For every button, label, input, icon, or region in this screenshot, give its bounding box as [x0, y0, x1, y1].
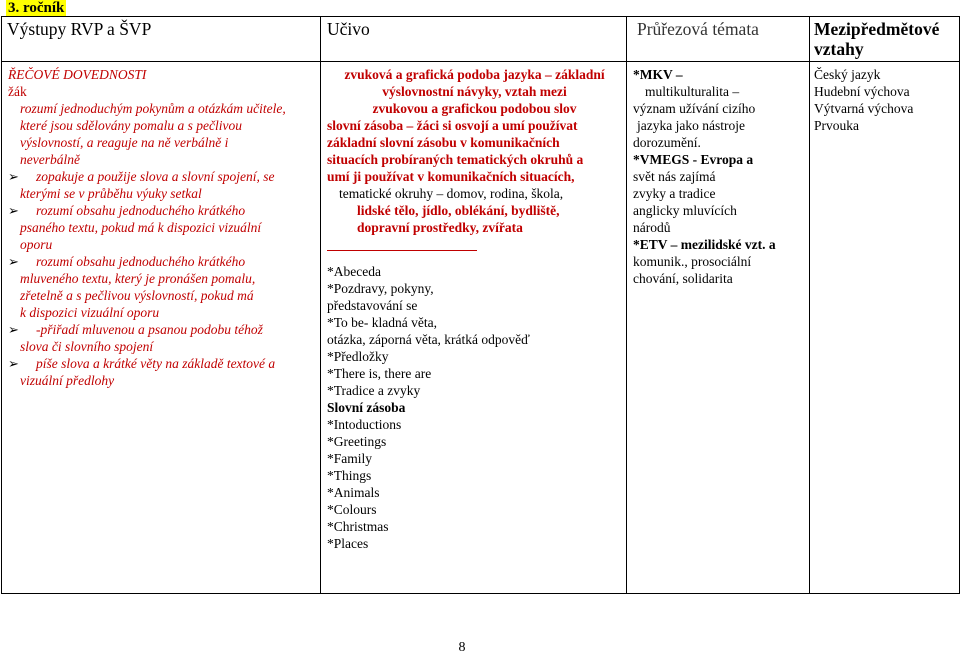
bullet-line: oporu: [20, 237, 53, 252]
header-vztahy: Mezipředmětové vztahy: [810, 17, 960, 62]
intro-line: které jsou sdělovány pomalu a s pečlivou: [20, 118, 242, 133]
page-number: 8: [458, 640, 466, 655]
bullet-line: zřetelně a s pečlivou výslovností, pokud má: [20, 288, 254, 303]
ucivo-list-item: *Tradice a zvyky: [327, 383, 421, 398]
intro-line: výslovností, a reaguje na ně verbálně i: [20, 135, 229, 150]
vystup-bullet: ➢ -přiřadí mluvenou a psanou podobu téhož: [8, 321, 314, 338]
grade-heading: 3. ročník: [8, 0, 65, 16]
ucivo-line: zvuková a grafická podoba jazyka – základní: [344, 67, 605, 82]
ucivo-line: tematické okruhy – domov, rodina, škola,: [339, 186, 564, 201]
ucivo-list-item: *Abeceda: [327, 264, 381, 279]
bullet-line: slova či slovního spojení: [20, 339, 154, 354]
ucivo-list-item: *Předložky: [327, 349, 389, 364]
ucivo-list: [327, 263, 622, 552]
header-temata: Průřezová témata: [627, 17, 810, 62]
vztahy-item: Výtvarná výchova: [814, 101, 914, 116]
ucivo-list-item: *Colours: [327, 502, 377, 517]
ucivo-line: lidské tělo, jídlo, oblékání, bydliště,: [357, 203, 560, 218]
ucivo-list-item: *Places: [327, 536, 369, 551]
temata-line: *ETV – mezilidské vzt. a: [633, 237, 776, 252]
ucivo-list-item: Slovní zásoba: [327, 400, 406, 415]
temata-line: multikulturalita –: [645, 84, 740, 99]
temata-line: význam užívání cizího: [633, 101, 756, 116]
ucivo-line: základní slovní zásobu v komunikačních: [327, 135, 560, 150]
ucivo-cell: [321, 62, 627, 594]
temata-line: *VMEGS - Evropa a: [633, 152, 754, 167]
ucivo-line: výslovnostní návyky, vztah mezi: [382, 84, 567, 99]
temata-cell: [627, 62, 810, 594]
ucivo-line: umí ji používat v komunikačních situacích,: [327, 169, 575, 184]
vztahy-item: Hudební výchova: [814, 84, 910, 99]
ucivo-list-item: *Animals: [327, 485, 380, 500]
header-vystupy: Výstupy RVP a ŠVP: [2, 17, 321, 62]
vztahy-cell: [810, 62, 960, 594]
ucivo-line: slovní zásoba – žáci si osvojí a umí používat: [327, 118, 578, 133]
vystup-bullet: ➢ rozumí obsahu jednoduchého krátkého: [8, 253, 314, 270]
temata-line: svět nás zajímá: [633, 169, 716, 184]
vystup-bullet: ➢ zopakuje a použije slova a slovní spojení, se: [8, 168, 314, 185]
vystupy-intro: [8, 100, 314, 168]
ucivo-list-item: *Intoductions: [327, 417, 402, 432]
ucivo-list-item: *Family: [327, 451, 373, 466]
ucivo-list-item: *Things: [327, 468, 372, 483]
intro-line: neverbálně: [20, 152, 80, 167]
vystup-bullet: ➢ rozumí obsahu jednoduchého krátkého: [8, 202, 314, 219]
ucivo-line: dopravní prostředky, zvířata: [357, 220, 523, 235]
temata-line: jazyka jako nástroje: [637, 118, 745, 133]
temata-line: anglicky mluvících: [633, 203, 737, 218]
vystupy-zak: žák: [8, 84, 27, 99]
vystupy-title: ŘEČOVÉ DOVEDNOSTI: [8, 67, 147, 82]
temata-line: dorozumění.: [633, 135, 701, 150]
temata-line: zvyky a tradice: [633, 186, 716, 201]
vztahy-item: Český jazyk: [814, 67, 881, 82]
content-row: [2, 62, 960, 594]
intro-line: rozumí jednoduchým pokynům a otázkám učitele,: [20, 101, 286, 116]
header-ucivo: Učivo: [321, 17, 627, 62]
ucivo-line: situacích probíraných tematických okruhů a: [327, 152, 584, 167]
ucivo-list-item: představování se: [327, 298, 418, 313]
bullet-line: kterými se v průběhu výuky setkal: [20, 186, 202, 201]
temata-line: chování, solidarita: [633, 271, 733, 286]
separator-line: [327, 250, 477, 251]
ucivo-list-item: *There is, there are: [327, 366, 432, 381]
bullet-line: psaného textu, pokud má k dispozici vizuální: [20, 220, 262, 235]
vztahy-item: Prvouka: [814, 118, 859, 133]
ucivo-list-item: otázka, záporná věta, krátká odpověď: [327, 332, 530, 347]
temata-line: národů: [633, 220, 671, 235]
ucivo-line: zvukovou a grafickou podobou slov: [372, 101, 577, 116]
bullet-line: k dispozici vizuální oporu: [20, 305, 160, 320]
temata-line: komunik., prosociální: [633, 254, 752, 269]
ucivo-list-item: *Pozdravy, pokyny,: [327, 281, 434, 296]
ucivo-list-item: *Greetings: [327, 434, 387, 449]
curriculum-table: [1, 16, 960, 594]
temata-line: *MKV –: [633, 67, 683, 82]
ucivo-list-item: *Christmas: [327, 519, 389, 534]
bullet-line: vizuální předlohy: [20, 373, 115, 388]
header-row: [2, 17, 960, 62]
ucivo-list-item: *To be- kladná věta,: [327, 315, 438, 330]
bullet-line: mluveného textu, který je pronášen pomalu,: [20, 271, 256, 286]
vystupy-cell: [2, 62, 321, 594]
vystup-bullet: ➢ píše slova a krátké věty na základě textové a: [8, 355, 314, 372]
